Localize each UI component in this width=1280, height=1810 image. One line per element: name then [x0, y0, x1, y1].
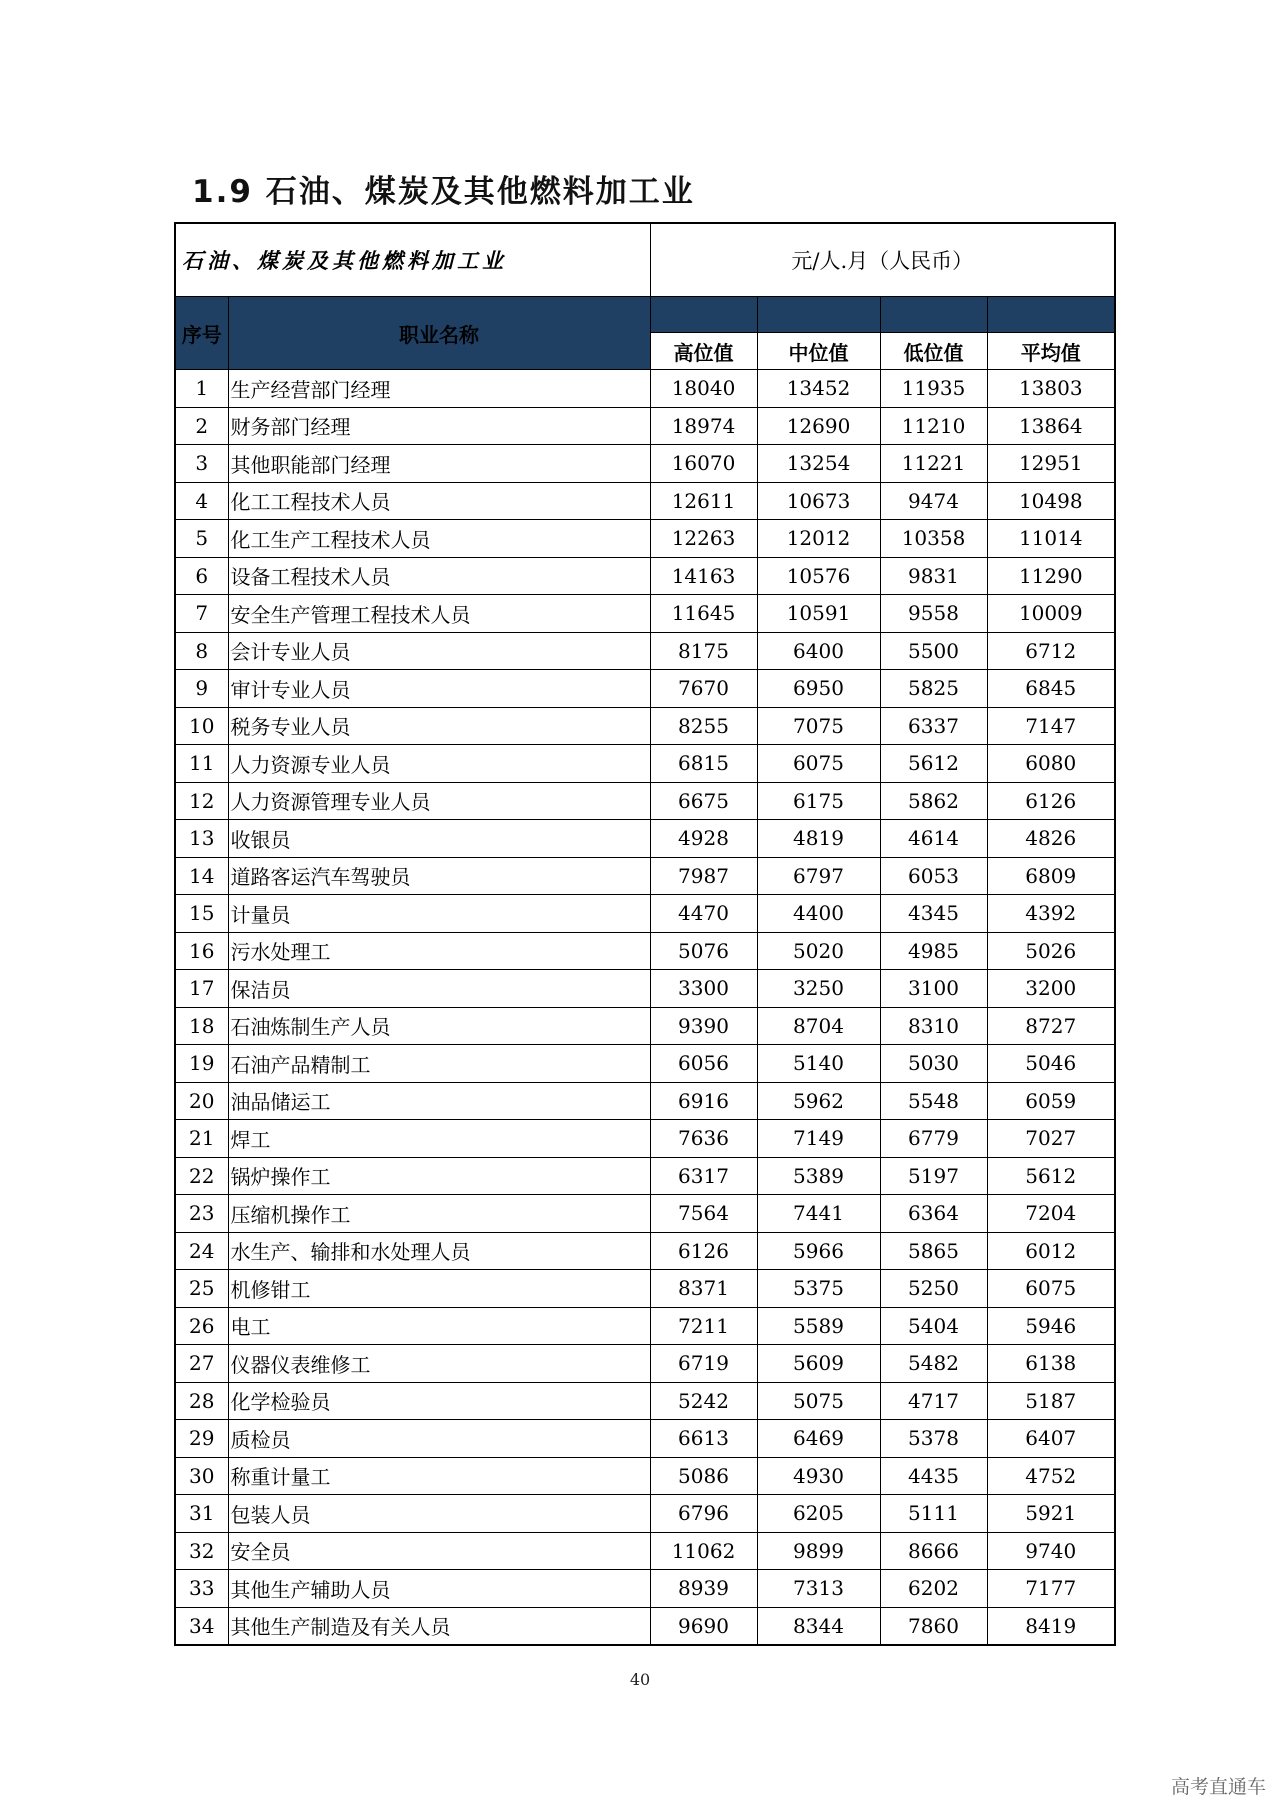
- row-number: 31: [175, 1495, 228, 1533]
- col-header-band: [757, 297, 880, 333]
- occupation-name: 石油产品精制工: [228, 1045, 650, 1083]
- average-value: 13864: [987, 407, 1115, 445]
- row-number: 20: [175, 1082, 228, 1120]
- table-row: [175, 1495, 1115, 1533]
- median-value: 6175: [757, 782, 880, 820]
- table-row: [175, 1532, 1115, 1570]
- low-value: 9831: [880, 557, 987, 595]
- average-value: 5187: [987, 1382, 1115, 1420]
- median-value: 5609: [757, 1345, 880, 1383]
- row-number: 13: [175, 820, 228, 858]
- high-value: 5086: [650, 1457, 757, 1495]
- table-row: [175, 670, 1115, 708]
- table-row: [175, 857, 1115, 895]
- low-value: 4345: [880, 895, 987, 933]
- row-number: 2: [175, 407, 228, 445]
- average-value: 10498: [987, 482, 1115, 520]
- high-value: 7636: [650, 1120, 757, 1158]
- table-row: [175, 1045, 1115, 1083]
- occupation-name: 锅炉操作工: [228, 1157, 650, 1195]
- median-value: 4819: [757, 820, 880, 858]
- high-value: 6126: [650, 1232, 757, 1270]
- high-value: 12611: [650, 482, 757, 520]
- median-value: 4930: [757, 1457, 880, 1495]
- table-row: [175, 1232, 1115, 1270]
- occupation-name: 人力资源管理专业人员: [228, 782, 650, 820]
- occupation-name: 其他生产制造及有关人员: [228, 1607, 650, 1645]
- average-value: 11290: [987, 557, 1115, 595]
- median-value: 12012: [757, 520, 880, 558]
- table-row: [175, 1345, 1115, 1383]
- low-value: 11221: [880, 445, 987, 483]
- high-value: 8255: [650, 707, 757, 745]
- median-value: 7075: [757, 707, 880, 745]
- average-value: 6809: [987, 857, 1115, 895]
- high-value: 11645: [650, 595, 757, 633]
- table-row: [175, 1007, 1115, 1045]
- row-number: 1: [175, 370, 228, 408]
- row-number: 4: [175, 482, 228, 520]
- col-header-band: [650, 297, 757, 333]
- row-number: 5: [175, 520, 228, 558]
- high-value: 7987: [650, 857, 757, 895]
- low-value: 5825: [880, 670, 987, 708]
- table-row: [175, 782, 1115, 820]
- row-number: 14: [175, 857, 228, 895]
- median-value: 10576: [757, 557, 880, 595]
- average-value: 6712: [987, 632, 1115, 670]
- sector-name: 石油、煤炭及其他燃料加工业: [175, 223, 650, 297]
- row-number: 16: [175, 932, 228, 970]
- col-header-no: 序号: [175, 297, 228, 370]
- average-value: 6080: [987, 745, 1115, 783]
- table-row: [175, 370, 1115, 408]
- table-row: [175, 1307, 1115, 1345]
- col-header-band: [987, 297, 1115, 333]
- average-value: 5046: [987, 1045, 1115, 1083]
- low-value: 10358: [880, 520, 987, 558]
- table-row: [175, 970, 1115, 1008]
- high-value: 6796: [650, 1495, 757, 1533]
- table-row: [175, 707, 1115, 745]
- occupation-name: 其他职能部门经理: [228, 445, 650, 483]
- table-row: [175, 595, 1115, 633]
- high-value: 6056: [650, 1045, 757, 1083]
- occupation-name: 收银员: [228, 820, 650, 858]
- average-value: 12951: [987, 445, 1115, 483]
- occupation-name: 焊工: [228, 1120, 650, 1158]
- row-number: 12: [175, 782, 228, 820]
- occupation-name: 污水处理工: [228, 932, 650, 970]
- low-value: 4614: [880, 820, 987, 858]
- average-value: 6059: [987, 1082, 1115, 1120]
- low-value: 5612: [880, 745, 987, 783]
- row-number: 3: [175, 445, 228, 483]
- table-row: [175, 1457, 1115, 1495]
- table-row: [175, 520, 1115, 558]
- table-row: [175, 1195, 1115, 1233]
- high-value: 8371: [650, 1270, 757, 1308]
- table-row: [175, 1607, 1115, 1645]
- high-value: 18040: [650, 370, 757, 408]
- low-value: 5030: [880, 1045, 987, 1083]
- high-value: 5076: [650, 932, 757, 970]
- col-header-name: 职业名称: [228, 297, 650, 370]
- average-value: 4826: [987, 820, 1115, 858]
- low-value: 8666: [880, 1532, 987, 1570]
- median-value: 5966: [757, 1232, 880, 1270]
- page-title: 1.9 石油、煤炭及其他燃料加工业: [192, 174, 695, 210]
- column-header-row-top: [175, 297, 1115, 333]
- median-value: 7149: [757, 1120, 880, 1158]
- average-value: 7147: [987, 707, 1115, 745]
- low-value: 4435: [880, 1457, 987, 1495]
- median-value: 13254: [757, 445, 880, 483]
- low-value: 7860: [880, 1607, 987, 1645]
- table-row: [175, 1157, 1115, 1195]
- average-value: 8419: [987, 1607, 1115, 1645]
- occupation-name: 化工工程技术人员: [228, 482, 650, 520]
- low-value: 5378: [880, 1420, 987, 1458]
- high-value: 4470: [650, 895, 757, 933]
- low-value: 5482: [880, 1345, 987, 1383]
- row-number: 6: [175, 557, 228, 595]
- high-value: 14163: [650, 557, 757, 595]
- table-row: [175, 820, 1115, 858]
- median-value: 6400: [757, 632, 880, 670]
- average-value: 6845: [987, 670, 1115, 708]
- high-value: 7670: [650, 670, 757, 708]
- occupation-name: 水生产、输排和水处理人员: [228, 1232, 650, 1270]
- median-value: 4400: [757, 895, 880, 933]
- occupation-name: 保洁员: [228, 970, 650, 1008]
- occupation-name: 化学检验员: [228, 1382, 650, 1420]
- average-value: 11014: [987, 520, 1115, 558]
- occupation-name: 安全员: [228, 1532, 650, 1570]
- occupation-name: 电工: [228, 1307, 650, 1345]
- average-value: 7027: [987, 1120, 1115, 1158]
- low-value: 6202: [880, 1570, 987, 1608]
- low-value: 4985: [880, 932, 987, 970]
- table-row: [175, 1120, 1115, 1158]
- col-header-band: [880, 297, 987, 333]
- high-value: 5242: [650, 1382, 757, 1420]
- occupation-name: 其他生产辅助人员: [228, 1570, 650, 1608]
- row-number: 10: [175, 707, 228, 745]
- row-number: 30: [175, 1457, 228, 1495]
- high-value: 8939: [650, 1570, 757, 1608]
- median-value: 5075: [757, 1382, 880, 1420]
- average-value: 4752: [987, 1457, 1115, 1495]
- occupation-name: 仪器仪表维修工: [228, 1345, 650, 1383]
- table-row: [175, 1270, 1115, 1308]
- average-value: 5946: [987, 1307, 1115, 1345]
- row-number: 24: [175, 1232, 228, 1270]
- salary-table: [174, 222, 1116, 1646]
- high-value: 6317: [650, 1157, 757, 1195]
- high-value: 7211: [650, 1307, 757, 1345]
- average-value: 7204: [987, 1195, 1115, 1233]
- low-value: 6053: [880, 857, 987, 895]
- median-value: 6950: [757, 670, 880, 708]
- average-value: 6138: [987, 1345, 1115, 1383]
- low-value: 3100: [880, 970, 987, 1008]
- median-value: 5375: [757, 1270, 880, 1308]
- high-value: 6815: [650, 745, 757, 783]
- row-number: 17: [175, 970, 228, 1008]
- median-value: 6797: [757, 857, 880, 895]
- median-value: 10591: [757, 595, 880, 633]
- occupation-name: 设备工程技术人员: [228, 557, 650, 595]
- low-value: 5111: [880, 1495, 987, 1533]
- high-value: 6916: [650, 1082, 757, 1120]
- table-row: [175, 932, 1115, 970]
- low-value: 11935: [880, 370, 987, 408]
- median-value: 6469: [757, 1420, 880, 1458]
- occupation-name: 安全生产管理工程技术人员: [228, 595, 650, 633]
- median-value: 8344: [757, 1607, 880, 1645]
- median-value: 6205: [757, 1495, 880, 1533]
- row-number: 15: [175, 895, 228, 933]
- median-value: 7313: [757, 1570, 880, 1608]
- occupation-name: 质检员: [228, 1420, 650, 1458]
- table-row: [175, 407, 1115, 445]
- high-value: 9390: [650, 1007, 757, 1045]
- unit-label: 元/人.月（人民币）: [650, 223, 1115, 297]
- median-value: 5389: [757, 1157, 880, 1195]
- median-value: 6075: [757, 745, 880, 783]
- table-row: [175, 632, 1115, 670]
- occupation-name: 化工生产工程技术人员: [228, 520, 650, 558]
- high-value: 7564: [650, 1195, 757, 1233]
- low-value: 5404: [880, 1307, 987, 1345]
- average-value: 9740: [987, 1532, 1115, 1570]
- row-number: 21: [175, 1120, 228, 1158]
- row-number: 11: [175, 745, 228, 783]
- high-value: 3300: [650, 970, 757, 1008]
- low-value: 8310: [880, 1007, 987, 1045]
- col-header-high: 高位值: [650, 333, 757, 370]
- row-number: 23: [175, 1195, 228, 1233]
- page-number: 40: [629, 1670, 651, 1689]
- table-row: [175, 557, 1115, 595]
- low-value: 5250: [880, 1270, 987, 1308]
- col-header-avg: 平均值: [987, 333, 1115, 370]
- median-value: 8704: [757, 1007, 880, 1045]
- low-value: 5500: [880, 632, 987, 670]
- average-value: 6012: [987, 1232, 1115, 1270]
- occupation-name: 计量员: [228, 895, 650, 933]
- occupation-name: 人力资源专业人员: [228, 745, 650, 783]
- table-body: [175, 370, 1115, 1646]
- row-number: 27: [175, 1345, 228, 1383]
- occupation-name: 财务部门经理: [228, 407, 650, 445]
- low-value: 5548: [880, 1082, 987, 1120]
- high-value: 11062: [650, 1532, 757, 1570]
- row-number: 34: [175, 1607, 228, 1645]
- row-number: 26: [175, 1307, 228, 1345]
- row-number: 18: [175, 1007, 228, 1045]
- high-value: 6613: [650, 1420, 757, 1458]
- row-number: 25: [175, 1270, 228, 1308]
- median-value: 5962: [757, 1082, 880, 1120]
- average-value: 6126: [987, 782, 1115, 820]
- average-value: 5921: [987, 1495, 1115, 1533]
- high-value: 8175: [650, 632, 757, 670]
- occupation-name: 道路客运汽车驾驶员: [228, 857, 650, 895]
- average-value: 6075: [987, 1270, 1115, 1308]
- table-row: [175, 1382, 1115, 1420]
- table-row: [175, 745, 1115, 783]
- col-header-low: 低位值: [880, 333, 987, 370]
- average-value: 10009: [987, 595, 1115, 633]
- row-number: 33: [175, 1570, 228, 1608]
- watermark: 高考直通车: [1170, 1776, 1266, 1798]
- median-value: 12690: [757, 407, 880, 445]
- low-value: 9558: [880, 595, 987, 633]
- row-number: 32: [175, 1532, 228, 1570]
- low-value: 9474: [880, 482, 987, 520]
- high-value: 4928: [650, 820, 757, 858]
- col-header-mid: 中位值: [757, 333, 880, 370]
- table-row: [175, 1570, 1115, 1608]
- median-value: 5589: [757, 1307, 880, 1345]
- occupation-name: 压缩机操作工: [228, 1195, 650, 1233]
- median-value: 3250: [757, 970, 880, 1008]
- high-value: 18974: [650, 407, 757, 445]
- sector-header-row: [175, 223, 1115, 297]
- row-number: 22: [175, 1157, 228, 1195]
- row-number: 29: [175, 1420, 228, 1458]
- table-row: [175, 482, 1115, 520]
- occupation-name: 机修钳工: [228, 1270, 650, 1308]
- low-value: 5862: [880, 782, 987, 820]
- table-row: [175, 1082, 1115, 1120]
- average-value: 13803: [987, 370, 1115, 408]
- average-value: 5612: [987, 1157, 1115, 1195]
- row-number: 9: [175, 670, 228, 708]
- median-value: 5140: [757, 1045, 880, 1083]
- occupation-name: 税务专业人员: [228, 707, 650, 745]
- high-value: 6675: [650, 782, 757, 820]
- low-value: 6779: [880, 1120, 987, 1158]
- high-value: 9690: [650, 1607, 757, 1645]
- occupation-name: 油品储运工: [228, 1082, 650, 1120]
- high-value: 12263: [650, 520, 757, 558]
- row-number: 8: [175, 632, 228, 670]
- occupation-name: 石油炼制生产人员: [228, 1007, 650, 1045]
- table-row: [175, 895, 1115, 933]
- occupation-name: 会计专业人员: [228, 632, 650, 670]
- high-value: 6719: [650, 1345, 757, 1383]
- occupation-name: 包装人员: [228, 1495, 650, 1533]
- average-value: 4392: [987, 895, 1115, 933]
- row-number: 28: [175, 1382, 228, 1420]
- average-value: 6407: [987, 1420, 1115, 1458]
- average-value: 7177: [987, 1570, 1115, 1608]
- low-value: 6337: [880, 707, 987, 745]
- occupation-name: 审计专业人员: [228, 670, 650, 708]
- average-value: 5026: [987, 932, 1115, 970]
- table-row: [175, 1420, 1115, 1458]
- average-value: 3200: [987, 970, 1115, 1008]
- median-value: 13452: [757, 370, 880, 408]
- average-value: 8727: [987, 1007, 1115, 1045]
- low-value: 11210: [880, 407, 987, 445]
- high-value: 16070: [650, 445, 757, 483]
- low-value: 5197: [880, 1157, 987, 1195]
- row-number: 19: [175, 1045, 228, 1083]
- low-value: 6364: [880, 1195, 987, 1233]
- low-value: 4717: [880, 1382, 987, 1420]
- median-value: 5020: [757, 932, 880, 970]
- median-value: 10673: [757, 482, 880, 520]
- table-row: [175, 445, 1115, 483]
- low-value: 5865: [880, 1232, 987, 1270]
- occupation-name: 生产经营部门经理: [228, 370, 650, 408]
- occupation-name: 称重计量工: [228, 1457, 650, 1495]
- median-value: 7441: [757, 1195, 880, 1233]
- row-number: 7: [175, 595, 228, 633]
- median-value: 9899: [757, 1532, 880, 1570]
